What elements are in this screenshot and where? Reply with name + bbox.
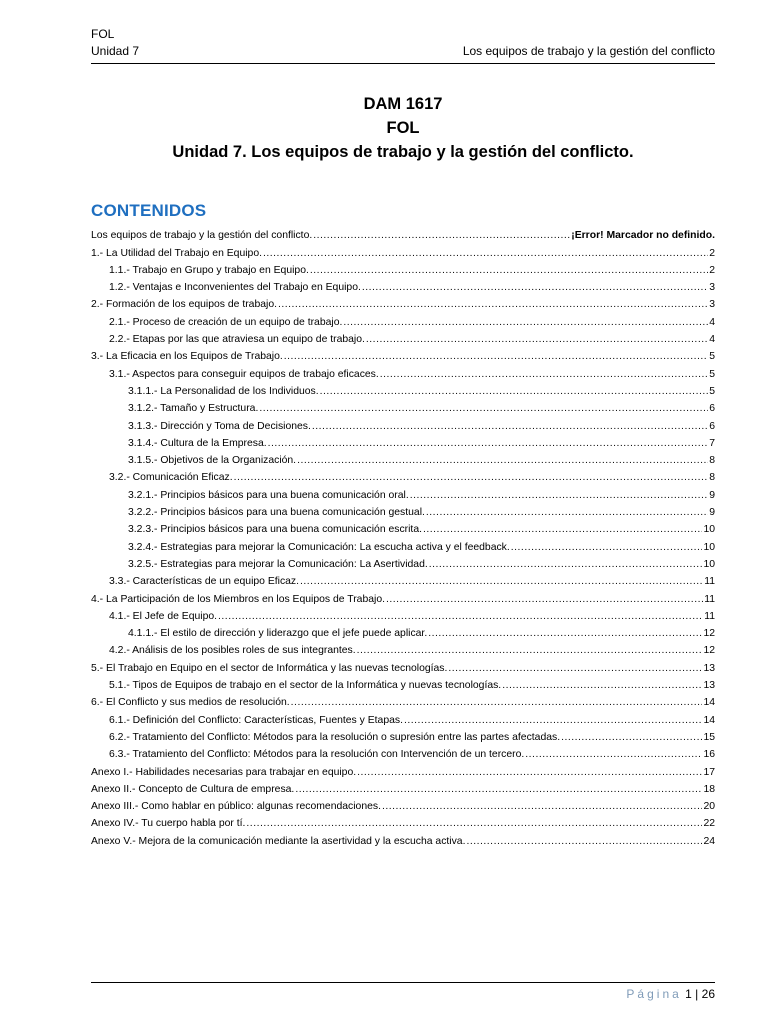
toc-leader-dots: [428, 625, 702, 642]
toc-leader-dots: [366, 331, 708, 348]
toc-entry[interactable]: [91, 573, 715, 590]
toc-entry[interactable]: [91, 331, 715, 348]
toc-entry-page: 2: [709, 264, 715, 276]
toc-leader-dots: [284, 348, 708, 365]
toc-entry-text: 3.1.1.- La Personalidad de los Individuos.: [128, 385, 319, 397]
toc-entry-page: 6: [709, 420, 715, 432]
title-unit: Unidad 7. Los equipos de trabajo y la gestión del conflicto.: [172, 143, 634, 161]
toc-entry-text: 3.2.5.- Estrategias para mejorar la Comunicación: La Asertividad.: [128, 558, 428, 570]
footer-page-word: Página: [626, 987, 682, 1001]
toc-entry-text: 3.- La Eficacia en los Equipos de Trabajo.: [91, 351, 283, 363]
toc-leader-dots: [448, 660, 702, 677]
toc-leader-dots: [300, 573, 703, 590]
toc-leader-dots: [310, 262, 708, 279]
toc-entry[interactable]: [91, 435, 715, 452]
header-row: [91, 43, 715, 60]
toc-entry-text: 1.1.- Trabajo en Grupo y trabajo en Equipo.: [109, 264, 309, 276]
toc-entry-page: 10: [703, 541, 715, 553]
toc-entry-page: 4: [709, 316, 715, 328]
toc-entry-page: 18: [703, 783, 715, 795]
toc-leader-dots: [295, 781, 702, 798]
document-title: [91, 92, 715, 164]
toc-entry-page: 10: [703, 558, 715, 570]
toc-entry-text: 6.3.- Tratamiento del Conflicto: Métodos para la resolución con Intervención de un tercero.: [109, 749, 525, 761]
toc-entry-page: 9: [709, 507, 715, 519]
footer-page-total: 26: [701, 987, 715, 1001]
toc-entry-text: 5.- El Trabajo en Equipo en el sector de Informática y las nuevas tecnologías.: [91, 662, 448, 674]
toc-entry[interactable]: [91, 677, 715, 694]
toc-entry-text: 6.- El Conflicto y sus medios de resolución.: [91, 697, 290, 709]
header-subject: FOL: [91, 27, 115, 41]
toc-entry[interactable]: [91, 313, 715, 330]
toc-entry-text: 3.1.2.- Tamaño y Estructura.: [128, 403, 259, 415]
toc-entry[interactable]: [91, 625, 715, 642]
toc-entry[interactable]: [91, 365, 715, 382]
toc-entry[interactable]: [91, 538, 715, 555]
toc-entry-page: 5: [709, 351, 715, 363]
toc-entry-page: 9: [709, 489, 715, 501]
toc-entry[interactable]: [91, 556, 715, 573]
toc-entry[interactable]: [91, 798, 715, 815]
toc-leader-dots: [362, 279, 708, 296]
toc-entry[interactable]: [91, 642, 715, 659]
toc-entry-text: Anexo I.- Habilidades necesarias para trabajar en equipo.: [91, 766, 357, 778]
toc-leader-dots: [259, 400, 708, 417]
toc-entry-text: 3.2.4.- Estrategias para mejorar la Comunicación: La escucha activa y el feedback.: [128, 541, 510, 553]
toc-entry[interactable]: [91, 279, 715, 296]
toc-entry[interactable]: [91, 504, 715, 521]
toc-entry[interactable]: [91, 244, 715, 261]
toc-entry[interactable]: [91, 383, 715, 400]
toc-leader-dots: [343, 314, 708, 331]
toc-entry-page: 10: [703, 524, 715, 536]
toc-leader-dots: [404, 712, 702, 729]
toc-entry[interactable]: [91, 590, 715, 607]
toc-leader-dots: [525, 746, 702, 763]
footer-page-current: 1: [685, 987, 692, 1001]
page-footer: [91, 986, 715, 1002]
toc-entry-page: 5: [709, 368, 715, 380]
toc-entry-text: 3.1.- Aspectos para conseguir equipos de trabajo eficaces.: [109, 368, 379, 380]
header-unit: Unidad 7: [91, 44, 140, 58]
toc-entry-text: 3.3.- Características de un equipo Eficaz.: [109, 576, 300, 588]
footer-separator: |: [695, 987, 699, 1001]
table-of-contents: [91, 227, 715, 850]
toc-entry-page: 24: [703, 835, 715, 847]
toc-leader-dots: [423, 521, 702, 538]
toc-leader-dots: [312, 418, 708, 435]
toc-leader-dots: [466, 833, 702, 850]
toc-leader-dots: [511, 539, 703, 556]
toc-entry-text: Anexo IV.- Tu cuerpo habla por tí.: [91, 818, 246, 830]
toc-entry-text: Anexo II.- Concepto de Cultura de empresa.: [91, 783, 295, 795]
toc-entry-text: 1.2.- Ventajas e Inconvenientes del Trabajo en Equipo.: [109, 282, 361, 294]
toc-entry-page: 22: [703, 818, 715, 830]
toc-entry-page: 8: [709, 455, 715, 467]
toc-entry[interactable]: [91, 746, 715, 763]
toc-entry-text: 4.- La Participación de los Miembros en los Equipos de Trabajo.: [91, 593, 385, 605]
toc-entry-page: 2: [709, 247, 715, 259]
header-unit-title: Los equipos de trabajo y la gestión del conflicto: [462, 44, 715, 58]
toc-entry[interactable]: [91, 711, 715, 728]
toc-entry-text: 4.2.- Análisis de los posibles roles de sus integrantes.: [109, 645, 356, 657]
toc-entry[interactable]: [91, 832, 715, 849]
toc-entry[interactable]: [91, 815, 715, 832]
toc-entry-text: 3.2.3.- Principios básicos para una buena comunicación escrita.: [128, 524, 422, 536]
toc-leader-dots: [561, 729, 702, 746]
toc-entry[interactable]: [91, 400, 715, 417]
toc-entry-text: 1.- La Utilidad del Trabajo en Equipo.: [91, 247, 262, 259]
toc-entry-text: 2.1.- Proceso de creación de un equipo de trabajo.: [109, 316, 343, 328]
toc-leader-dots: [278, 296, 708, 313]
toc-entry-text: 2.- Formación de los equipos de trabajo.: [91, 299, 277, 311]
toc-entry[interactable]: [91, 694, 715, 711]
toc-entry-page: 11: [704, 610, 715, 622]
toc-leader-dots: [263, 245, 708, 262]
toc-entry-page: 5: [709, 385, 715, 397]
header-divider: [91, 63, 715, 64]
toc-entry-text: 6.1.- Definición del Conflicto: Características, Fuentes y Etapas.: [109, 714, 403, 726]
toc-entry-page: 17: [703, 766, 715, 778]
page-header: [91, 26, 715, 60]
toc-entry-page: 16: [703, 749, 715, 761]
toc-entry-page: 3: [709, 299, 715, 311]
toc-entry[interactable]: [91, 608, 715, 625]
toc-leader-dots: [382, 798, 702, 815]
toc-entry-text: 3.2.2.- Principios básicos para una buena comunicación gestual.: [128, 507, 425, 519]
footer-divider: [91, 982, 715, 983]
toc-leader-dots: [410, 487, 709, 504]
toc-leader-dots: [357, 642, 703, 659]
toc-entry-page: 14: [703, 714, 715, 726]
toc-entry-text: 4.1.1.- El estilo de dirección y liderazgo que el jefe puede aplicar.: [128, 628, 428, 640]
toc-leader-dots: [291, 694, 703, 711]
toc-leader-dots: [386, 591, 703, 608]
toc-leader-dots: [234, 469, 709, 486]
toc-leader-dots: [502, 677, 702, 694]
toc-entry-page: ¡Error! Marcador no definido.: [571, 230, 715, 242]
toc-leader-dots: [426, 504, 708, 521]
toc-leader-dots: [429, 556, 703, 573]
toc-entry-page: 11: [704, 576, 715, 588]
toc-entry-page: 20: [703, 801, 715, 813]
toc-leader-dots: [218, 608, 703, 625]
toc-entry-page: 11: [704, 593, 715, 605]
toc-entry-text: 3.2.- Comunicación Eficaz.: [109, 472, 233, 484]
toc-entry-text: 3.1.3.- Dirección y Toma de Decisiones.: [128, 420, 311, 432]
toc-entry[interactable]: [91, 348, 715, 365]
toc-entry-page: 13: [703, 680, 715, 692]
title-subject: FOL: [386, 119, 420, 137]
toc-entry-text: 6.2.- Tratamiento del Conflicto: Métodos para la resolución o supresión entre las partes afectadas.: [109, 731, 561, 743]
toc-entry-text: 3.1.5.- Objetivos de la Organización.: [128, 455, 297, 467]
toc-leader-dots: [313, 227, 570, 244]
toc-entry-page: 14: [703, 697, 715, 709]
toc-entry[interactable]: [91, 486, 715, 503]
toc-entry-text: 4.1.- El Jefe de Equipo.: [109, 610, 218, 622]
toc-entry-page: 8: [709, 472, 715, 484]
toc-entry[interactable]: [91, 469, 715, 486]
title-course: DAM 1617: [363, 95, 443, 113]
toc-entry[interactable]: [91, 659, 715, 676]
toc-entry-text: 2.2.- Etapas por las que atraviesa un equipo de trabajo.: [109, 334, 365, 346]
toc-entry[interactable]: [91, 763, 715, 780]
toc-entry-page: 15: [703, 731, 715, 743]
toc-entry[interactable]: [91, 521, 715, 538]
toc-leader-dots: [297, 452, 708, 469]
toc-entry[interactable]: [91, 781, 715, 798]
toc-entry-text: Los equipos de trabajo y la gestión del conflicto.: [91, 230, 313, 242]
toc-entry[interactable]: [91, 452, 715, 469]
toc-leader-dots: [357, 764, 702, 781]
toc-entry[interactable]: [91, 227, 715, 244]
toc-entry[interactable]: [91, 296, 715, 313]
toc-entry[interactable]: [91, 729, 715, 746]
toc-entry-text: Anexo V.- Mejora de la comunicación mediante la asertividad y la escucha activa.: [91, 835, 466, 847]
toc-entry-page: 12: [703, 628, 715, 640]
toc-leader-dots: [320, 383, 709, 400]
toc-entry-text: 5.1.- Tipos de Equipos de trabajo en el sector de la Informática y nuevas tecnologías.: [109, 680, 502, 692]
toc-entry-text: 3.2.1.- Principios básicos para una buena comunicación oral.: [128, 489, 409, 501]
toc-entry-page: 13: [703, 662, 715, 674]
toc-leader-dots: [380, 366, 708, 383]
toc-entry-page: 3: [709, 282, 715, 294]
toc-leader-dots: [246, 815, 702, 832]
toc-entry-text: 3.1.4.- Cultura de la Empresa.: [128, 437, 267, 449]
toc-heading: CONTENIDOS: [91, 201, 207, 220]
toc-entry-page: 6: [709, 403, 715, 415]
toc-leader-dots: [268, 435, 709, 452]
toc-entry-page: 4: [709, 334, 715, 346]
toc-entry[interactable]: [91, 262, 715, 279]
toc-entry-text: Anexo III.- Como hablar en público: algunas recomendaciones.: [91, 801, 381, 813]
toc-entry-page: 7: [709, 437, 715, 449]
toc-entry-page: 12: [703, 645, 715, 657]
toc-entry[interactable]: [91, 417, 715, 434]
